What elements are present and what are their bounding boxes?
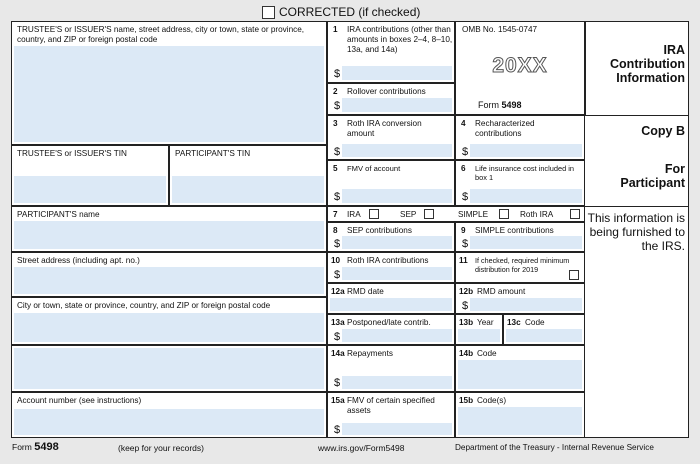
box-4-number: 4 bbox=[461, 119, 466, 128]
box-12b-input[interactable] bbox=[470, 298, 582, 311]
trustee-name-box bbox=[11, 21, 327, 145]
box-9-input[interactable] bbox=[470, 236, 582, 249]
box-7-sep-checkbox[interactable] bbox=[424, 209, 434, 219]
trustee-tin-box bbox=[11, 145, 169, 206]
box-3-label: Roth IRA conversion amount bbox=[347, 119, 422, 138]
copy-label: Copy B bbox=[641, 124, 685, 138]
box-4 bbox=[455, 115, 585, 160]
city-input[interactable] bbox=[14, 313, 324, 342]
box-4-dollar: $ bbox=[462, 146, 469, 158]
corrected-checkbox[interactable] bbox=[262, 6, 275, 19]
box-1-label: IRA contributions (other than amounts in boxes 2–4, 8–10, 13a, and 14a) bbox=[347, 25, 453, 54]
box-7-ira-label: IRA bbox=[347, 210, 361, 219]
omb-number: OMB No. 1545-0747 bbox=[462, 25, 538, 34]
box-13b-input[interactable] bbox=[458, 329, 500, 342]
blank-left-input[interactable] bbox=[14, 348, 324, 389]
box-7 bbox=[327, 206, 585, 222]
box-2-input[interactable] bbox=[342, 98, 452, 112]
box-8-input[interactable] bbox=[342, 236, 452, 249]
box-13c bbox=[503, 314, 585, 345]
box-8-dollar: $ bbox=[334, 238, 341, 250]
box-7-number: 7 bbox=[333, 210, 338, 219]
box-12a bbox=[327, 283, 455, 314]
box-15a-input[interactable] bbox=[342, 423, 452, 435]
box-5 bbox=[327, 160, 455, 206]
omb-block bbox=[455, 21, 585, 115]
box-6-input[interactable] bbox=[470, 189, 582, 203]
box-2-dollar: $ bbox=[334, 100, 341, 112]
box-14b-label: Code bbox=[477, 349, 497, 358]
box-12b bbox=[455, 283, 585, 314]
box-9 bbox=[455, 222, 585, 252]
box-2-label: Rollover contributions bbox=[347, 87, 426, 96]
box-5-input[interactable] bbox=[342, 189, 452, 203]
trustee-name-label: TRUSTEE'S or ISSUER'S name, street address, city or town, state or province, country, and ZIP or foreign postal code bbox=[17, 25, 305, 44]
participant-tin-input[interactable] bbox=[172, 176, 324, 203]
participant-tin-label: PARTICIPANT'S TIN bbox=[175, 149, 251, 158]
box-1-number: 1 bbox=[333, 25, 338, 34]
footer-dept: Department of the Treasury - Internal Revenue Service bbox=[455, 443, 654, 452]
box-10-input[interactable] bbox=[342, 267, 452, 280]
box-15a bbox=[327, 392, 455, 438]
footer-form: Form 5498 bbox=[12, 441, 59, 453]
box-14a-input[interactable] bbox=[342, 376, 452, 389]
box-12b-dollar: $ bbox=[462, 300, 469, 312]
box-10 bbox=[327, 252, 455, 283]
box-3-input[interactable] bbox=[342, 144, 452, 157]
box-5-dollar: $ bbox=[334, 191, 341, 203]
year-text: 20XX bbox=[492, 54, 548, 77]
box-10-dollar: $ bbox=[334, 269, 341, 281]
box-15b-label: Code(s) bbox=[477, 396, 507, 405]
box-15a-label: FMV of certain specified assets bbox=[347, 396, 435, 415]
info-block bbox=[585, 206, 689, 438]
box-1-dollar: $ bbox=[334, 68, 341, 80]
box-13b-label: Year bbox=[477, 318, 494, 327]
box-14a-number: 14a bbox=[331, 349, 345, 358]
box-14a-label: Repayments bbox=[347, 349, 393, 358]
box-11-checkbox[interactable] bbox=[569, 270, 579, 280]
box-13a-label: Postponed/late contrib. bbox=[347, 318, 431, 327]
footer-keep: (keep for your records) bbox=[118, 443, 204, 453]
account-number-input[interactable] bbox=[14, 409, 324, 435]
participant-name-label: PARTICIPANT'S name bbox=[17, 210, 100, 219]
copy-block bbox=[585, 115, 689, 206]
box-3-number: 3 bbox=[333, 119, 338, 128]
corrected-header bbox=[262, 5, 420, 19]
box-13a bbox=[327, 314, 455, 345]
box-9-number: 9 bbox=[461, 226, 466, 235]
box-7-roth-checkbox[interactable] bbox=[570, 209, 580, 219]
box-14b-input[interactable] bbox=[458, 360, 582, 389]
info-text: This information is being furnished to the IRS. bbox=[587, 211, 685, 253]
box-6-label: Life insurance cost included in box 1 bbox=[475, 164, 575, 182]
form-title: IRA Contribution Information bbox=[610, 43, 685, 85]
participant-name-box bbox=[11, 206, 327, 252]
account-number-box bbox=[11, 392, 327, 438]
box-8-label: SEP contributions bbox=[347, 226, 412, 235]
for-participant-label: For Participant bbox=[620, 162, 685, 190]
footer-url[interactable]: www.irs.gov/Form5498 bbox=[318, 443, 405, 453]
box-6 bbox=[455, 160, 585, 206]
box-14b-number: 14b bbox=[459, 349, 474, 358]
title-block bbox=[585, 21, 689, 115]
box-13b bbox=[455, 314, 503, 345]
account-number-label: Account number (see instructions) bbox=[17, 396, 142, 405]
box-9-dollar: $ bbox=[462, 238, 469, 250]
corrected-label: CORRECTED (if checked) bbox=[279, 5, 421, 19]
omb-form-label: Form 5498 bbox=[478, 100, 522, 110]
box-2-number: 2 bbox=[333, 87, 338, 96]
box-13c-label: Code bbox=[525, 318, 545, 327]
box-9-label: SIMPLE contributions bbox=[475, 226, 554, 235]
box-15b-input[interactable] bbox=[458, 407, 582, 435]
box-13c-input[interactable] bbox=[506, 329, 582, 342]
street-address-label: Street address (including apt. no.) bbox=[17, 256, 140, 265]
box-15b bbox=[455, 392, 585, 438]
box-2 bbox=[327, 83, 455, 115]
box-13c-number: 13c bbox=[507, 318, 521, 327]
box-14a bbox=[327, 345, 455, 392]
city-label: City or town, state or province, country, and ZIP or foreign postal code bbox=[17, 301, 271, 310]
box-10-number: 10 bbox=[331, 256, 341, 265]
box-13b-number: 13b bbox=[459, 318, 474, 327]
participant-name-input[interactable] bbox=[14, 221, 324, 249]
box-13a-input[interactable] bbox=[342, 329, 452, 342]
box-3-dollar: $ bbox=[334, 146, 341, 158]
box-15a-dollar: $ bbox=[334, 424, 341, 436]
box-5-number: 5 bbox=[333, 164, 338, 173]
box-12a-number: 12a bbox=[331, 287, 345, 296]
box-7-roth-label: Roth IRA bbox=[520, 210, 554, 219]
trustee-tin-input[interactable] bbox=[14, 176, 166, 203]
box-3 bbox=[327, 115, 455, 160]
box-12b-label: RMD amount bbox=[477, 287, 526, 296]
box-4-label: Recharacterized contributions bbox=[475, 119, 535, 138]
box-7-simple-checkbox[interactable] bbox=[499, 209, 509, 219]
box-13a-dollar: $ bbox=[334, 331, 341, 343]
box-12a-input[interactable] bbox=[330, 298, 452, 311]
box-14b bbox=[455, 345, 585, 392]
box-11 bbox=[455, 252, 585, 283]
box-12b-number: 12b bbox=[459, 287, 474, 296]
box-14a-dollar: $ bbox=[334, 377, 341, 389]
street-address-box bbox=[11, 252, 327, 297]
box-11-number: 11 bbox=[459, 256, 468, 265]
box-15b-number: 15b bbox=[459, 396, 474, 405]
box-13a-number: 13a bbox=[331, 318, 345, 327]
box-6-number: 6 bbox=[461, 164, 466, 173]
trustee-tin-label: TRUSTEE'S or ISSUER'S TIN bbox=[17, 149, 127, 158]
box-8 bbox=[327, 222, 455, 252]
street-address-input[interactable] bbox=[14, 267, 324, 294]
box-5-label: FMV of account bbox=[347, 164, 401, 173]
box-10-label: Roth IRA contributions bbox=[347, 256, 429, 265]
box-1-input[interactable] bbox=[342, 66, 452, 80]
trustee-name-input[interactable] bbox=[14, 46, 324, 142]
box-11-label: If checked, required minimum distribution for 2019 bbox=[475, 256, 570, 274]
city-box bbox=[11, 297, 327, 345]
participant-tin-box bbox=[169, 145, 327, 206]
blank-left-box bbox=[11, 345, 327, 392]
box-12a-label: RMD date bbox=[347, 287, 384, 296]
box-7-sep-label: SEP bbox=[400, 210, 417, 219]
box-7-simple-label: SIMPLE bbox=[458, 210, 489, 219]
box-15a-number: 15a bbox=[331, 396, 345, 405]
box-6-dollar: $ bbox=[462, 191, 469, 203]
box-7-ira-checkbox[interactable] bbox=[369, 209, 379, 219]
box-1 bbox=[327, 21, 455, 83]
box-4-input[interactable] bbox=[470, 144, 582, 157]
box-8-number: 8 bbox=[333, 226, 338, 235]
